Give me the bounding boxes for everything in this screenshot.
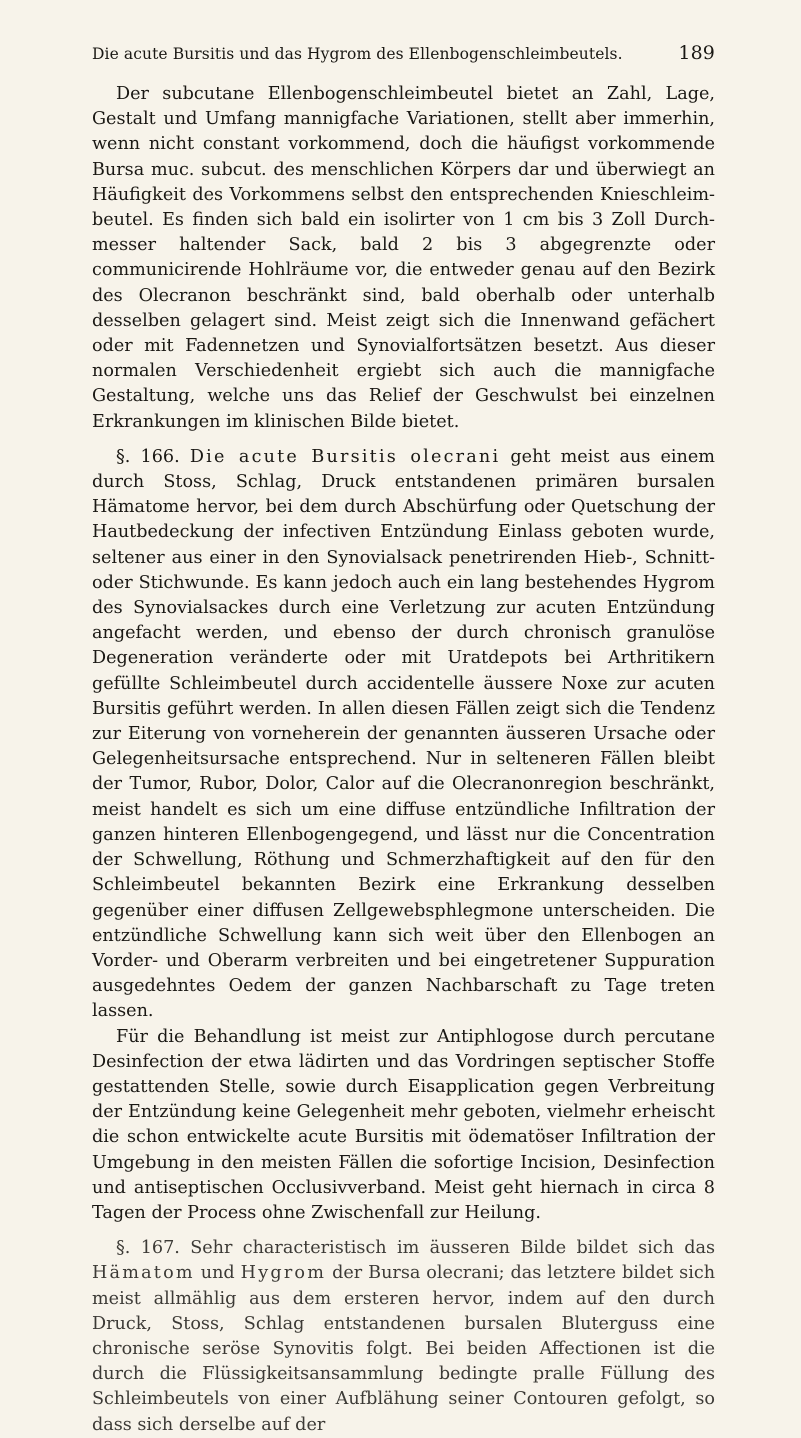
running-title: Die acute Bursitis und das Hygrom des Ellenbogenschleimbeutels. xyxy=(92,45,623,63)
paragraph-haematoma-text: der Bursa olecrani; das letztere bildet sich meist allmählig aus dem ersteren hervor, indem auf den durch Druck, Stoss, Schlag entstandenen bursalen Bluterguss eine chronische seröse Synovitis folgt. Bei beiden Affectionen ist die durch die Flüssigkeitsansammlung bedingte pralle Füllung des Schleimbeutels von einer Aufblähung seiner Contouren gefolgt, so dass sich derselbe auf der xyxy=(92,1263,716,1435)
term-haematoma: Hämatom xyxy=(92,1263,195,1284)
paragraph-acute-bursitis-text: geht meist aus einem durch Stoss, Schlag, Druck entstandenen primären bursalen Hämatome hervor, bei dem durch Abschürfung oder Quetschung der Hautbedeckung der infectiven Entzündung Einlass geboten wurde, seltener aus einer in den Synovialsack penetrirenden Hieb-, Schnitt- oder Stichwunde. Es kann jedoch auch ein lang bestehendes Hygrom des Synovialsackes durch eine Verletzung zur acuten Entzündung angefacht werden, und ebenso der durch chronisch granulöse Degeneration veränderte oder mit Uratdepots bei Arthritikern gefüllte Schleimbeutel durch accidentelle äussere Noxe zur acuten Bursitis geführt werden. In allen diesen Fällen zeigt sich die Tendenz zur Eiterung von vorneherein der genannten äusseren Ursache oder Gelegenheitsursache entsprechend. Nur in selteneren Fällen bleibt der Tumor, Rubor, Dolor, Calor auf die Olecranonregion beschränkt, meist handelt es sich um eine diffuse entzündliche Infiltration der ganzen hinteren Ellenbogengegend, und lässt nur die Concentration der Schwellung, Röthung und Schmerzhaftigkeit auf den für den Schleimbeutel bekannten Bezirk eine Erkrankung desselben gegenüber einer diffusen Zellgewebsphlegmone unterscheiden. Die entzündliche Schwellung kann sich weit über den Ellenbogen an Vorder- und Oberarm verbreiten und bei eingetretener Suppuration ausgedehntes Oedem der ganzen Nachbarschaft zu Tage treten lassen. xyxy=(92,446,715,1022)
paragraph-haematoma-lead: Sehr characteristisch im äusseren Bilde bildet sich das xyxy=(190,1238,716,1259)
term-acute-bursitis: Die acute Bursitis olecrani xyxy=(189,446,501,467)
running-header xyxy=(92,42,715,82)
conjunction-und: und xyxy=(200,1263,235,1284)
page-number: 189 xyxy=(678,42,715,64)
term-hygroma: Hygrom xyxy=(240,1263,327,1284)
paragraph-haematoma-hygroma xyxy=(92,1236,715,1438)
paragraph-treatment: Für die Behandlung ist meist zur Antiphlogose durch percutane Desinfection der etwa lädirten und das Vordringen septischer Stoffe gestattenden Stelle, sowie durch Eisapplication gegen Verbreitung der Entzündung keine Gelegenheit mehr geboten, vielmehr erheischt die schon entwickelte acute Bursitis mit ödematöser Infiltration der Umgebung in den meisten Fällen die sofortige Incision, Desinfection und antiseptischen Occlusivverband. Meist geht hiernach in circa 8 Tagen der Process ohne Zwischenfall zur Heilung. xyxy=(92,1026,715,1223)
paragraph-bursa-anatomy: Der subcutane Ellenbogenschleimbeutel bietet an Zahl, Lage, Gestalt und Umfang mannigfache Variationen, stellt aber immerhin, wenn nicht constant vorkommend, doch die häufigst vorkommende Bursa muc. subcut. des menschlichen Körpers dar und überwiegt an Häufigkeit des Vorkommens selbst den entsprechenden Knieschleimbeutel. Es finden sich bald ein isolirter von 1 cm bis 3 Zoll Durchmesser haltender Sack, bald 2 bis 3 abgegrenzte oder communicirende Hohlräume vor, die entweder genau auf den Bezirk des Olecranon beschränkt sind, bald oberhalb oder unterhalb desselben gelagert sind. Meist zeigt sich die Innenwand gefächert oder mit Fadennetzen und Synovialfortsätzen besetzt. Aus dieser normalen Verschiedenheit ergiebt sich auch die mannigfache Gestaltung, welche uns das Relief der Geschwulst bei einzelnen Erkrankungen im klinischen Bilde bietet. xyxy=(92,84,715,432)
paragraph-acute-bursitis xyxy=(92,445,715,1025)
section-166-number: §. 166. xyxy=(116,446,180,467)
body-text xyxy=(92,82,715,1438)
section-167-number: §. 167. xyxy=(116,1238,180,1259)
